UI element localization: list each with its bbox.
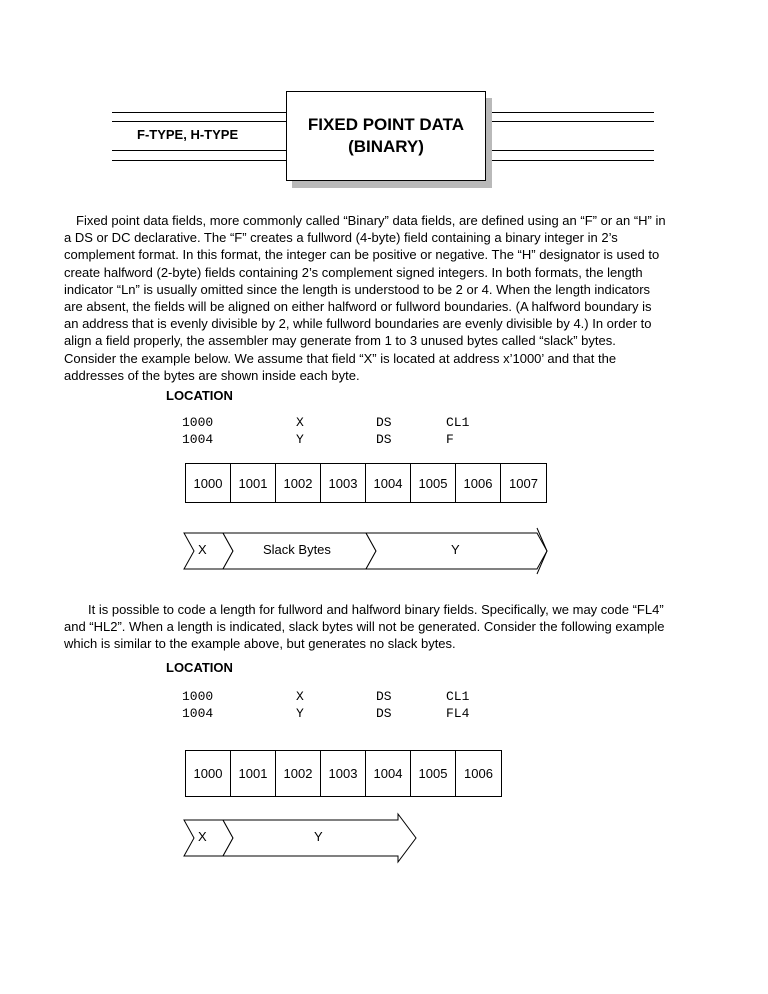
intro-paragraph-text: Fixed point data fields, more commonly called “Binary” data fields, are defined using an “F” or an “H” in a DS or DC declarative. The “F” creates a fullword (4-byte) field containing a binary integer in 2’s complement format. In this format, the integer can be positive or negative. The “H” designator is used to create halfword (2-byte) fields containing 2’s complement signed integers. In both formats, the length indicator “Ln” is usually omitted since the length is understood to be 2 or 4. When the length indicators are absent, the fields will be aligned on either halfword or fullword boundaries. (A halfword boundary is an address that is evenly divisible by 2, while fullword boundaries are evenly divisible by 4.) In order to align a field properly, the assembler may generate from 1 to 3 unused bytes called “slack” bytes. Consider the example below. We assume that field “X” is located at address x’1000’ and that the addresses of the bytes are shown inside each byte. <box>64 213 666 383</box>
example1-arrows <box>180 525 560 577</box>
example1-arrow-y-label: Y <box>451 542 460 557</box>
header-rule-left-3 <box>112 150 286 151</box>
title-line-1: FIXED POINT DATA <box>307 115 465 134</box>
example1-byte: 1005 <box>411 464 456 502</box>
example2-byte: 1004 <box>366 751 411 796</box>
subtitle: F-TYPE, H-TYPE <box>137 127 239 142</box>
example1-byte: 1004 <box>366 464 411 502</box>
example2-operand-1: CL1 <box>446 689 470 704</box>
second-paragraph-text: It is possible to code a length for fullword and halfword binary fields. Specifically, we may code “FL4” and “HL2”. When a length is indicated, slack bytes will not be generated. Consider the following example which is similar to the example above, but generates no slack bytes. <box>64 602 665 652</box>
example2-byte: 1003 <box>321 751 366 796</box>
example1-operand-2: F <box>446 432 454 447</box>
example1-arrow-slack-label: Slack Bytes <box>263 542 331 557</box>
example1-location-label: LOCATION <box>166 388 233 403</box>
second-paragraph <box>64 601 666 653</box>
example1-name-1: X <box>296 415 304 430</box>
example2-loc-1: 1000 <box>182 689 214 704</box>
example2-byte-row <box>185 750 502 797</box>
example2-op-1: DS <box>376 689 392 704</box>
example2-operand-2: FL4 <box>446 706 470 721</box>
example2-code <box>182 688 582 728</box>
example1-loc-1: 1000 <box>182 415 214 430</box>
example1-operand-1: CL1 <box>446 415 470 430</box>
example1-code <box>182 414 582 454</box>
header-rule-left-4 <box>112 160 286 161</box>
example2-op-2: DS <box>376 706 392 721</box>
example2-byte: 1002 <box>276 751 321 796</box>
example1-byte: 1000 <box>186 464 231 502</box>
header-rule-left-2 <box>112 121 286 122</box>
example1-name-2: Y <box>296 432 304 447</box>
example2-location-label: LOCATION <box>166 660 233 675</box>
example2-byte: 1006 <box>464 766 493 781</box>
header-rule-right-3 <box>490 150 654 151</box>
example1-byte: 1001 <box>231 464 276 502</box>
example1-byte: 1007 <box>509 475 538 491</box>
example2-arrows <box>180 812 440 864</box>
title-line-2: (BINARY) <box>348 137 424 156</box>
example1-byte: 1003 <box>321 464 366 502</box>
intro-paragraph <box>64 212 666 384</box>
example2-loc-2: 1004 <box>182 706 214 721</box>
example1-op-2: DS <box>376 432 392 447</box>
example1-arrow-x-label: X <box>198 542 207 557</box>
example2-name-1: X <box>296 689 304 704</box>
example2-arrow-x-label: X <box>198 829 207 844</box>
example2-name-2: Y <box>296 706 304 721</box>
example1-byte: 1002 <box>276 464 321 502</box>
header-rule-right-1 <box>490 112 654 113</box>
example2-arrow-y-label: Y <box>314 829 323 844</box>
example2-byte: 1005 <box>411 751 456 796</box>
header-rule-right-4 <box>490 160 654 161</box>
example2-byte: 1000 <box>186 751 231 796</box>
example1-op-1: DS <box>376 415 392 430</box>
example1-byte-row <box>185 463 547 503</box>
example1-byte: 1006 <box>456 464 501 502</box>
title-box <box>286 91 486 181</box>
header-rule-left-1 <box>112 112 286 113</box>
header-rule-right-2 <box>490 121 654 122</box>
example2-byte: 1001 <box>231 751 276 796</box>
example1-loc-2: 1004 <box>182 432 214 447</box>
